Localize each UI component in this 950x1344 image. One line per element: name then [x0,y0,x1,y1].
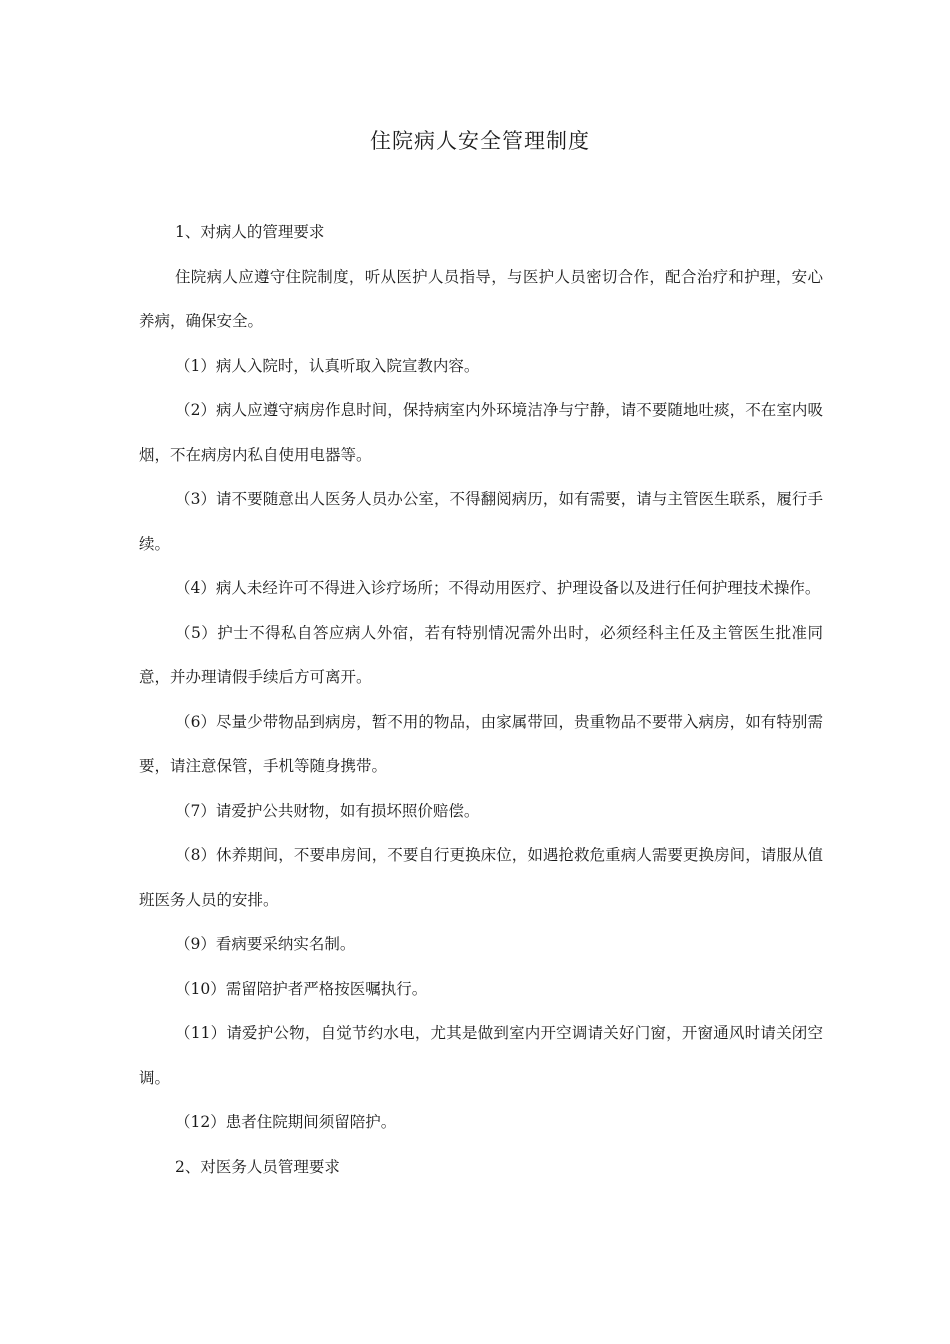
list-item: （3）请不要随意出人医务人员办公室，不得翻阅病历，如有需要，请与主管医生联系，履行手续。 [139,490,823,553]
list-item: （1）病人入院时，认真听取入院宣教内容。 [175,356,480,375]
list-item: （11）请爱护公物，自觉节约水电，尤其是做到室内开空调请关好门窗，开窗通风时请关闭空调。 [139,1024,823,1087]
list-item: （6）尽量少带物品到病房，暂不用的物品，由家属带回，贵重物品不要带入病房，如有特别需要，请注意保管，手机等随身携带。 [139,712,823,775]
list-item: （7）请爱护公共财物，如有损坏照价赔偿。 [175,801,480,820]
section-heading: 2、对医务人员管理要求 [175,1157,340,1176]
list-item: （8）休养期间，不要串房间，不要自行更换床位，如遇抢救危重病人需要更换房间，请服从值班医务人员的安排。 [139,846,823,909]
document-body [139,210,823,1189]
list-item: （12）患者住院期间须留陪护。 [175,1113,397,1131]
list-item: （9）看病要采纳实名制。 [175,935,356,953]
list-item: （4）病人未经许可不得进入诊疗场所；不得动用医疗、护理设备以及进行任何护理技术操作。 [175,579,821,597]
paragraph: 住院病人应遵守住院制度，听从医护人员指导，与医护人员密切合作，配合治疗和护理，安心养病，确保安全。 [139,267,823,330]
list-item: （10）需留陪护者严格按医嘱执行。 [175,979,428,998]
list-item: （5）护士不得私自答应病人外宿，若有特别情况需外出时，必须经科主任及主管医生批准同意，并办理请假手续后方可离开。 [139,623,823,686]
document-title: 住院病人安全管理制度 [370,129,590,153]
section-heading: 1、对病人的管理要求 [175,223,325,241]
list-item: （2）病人应遵守病房作息时间，保持病室内外环境洁净与宁静，请不要随地吐痰，不在室内吸烟，不在病房内私自使用电器等。 [139,401,823,464]
